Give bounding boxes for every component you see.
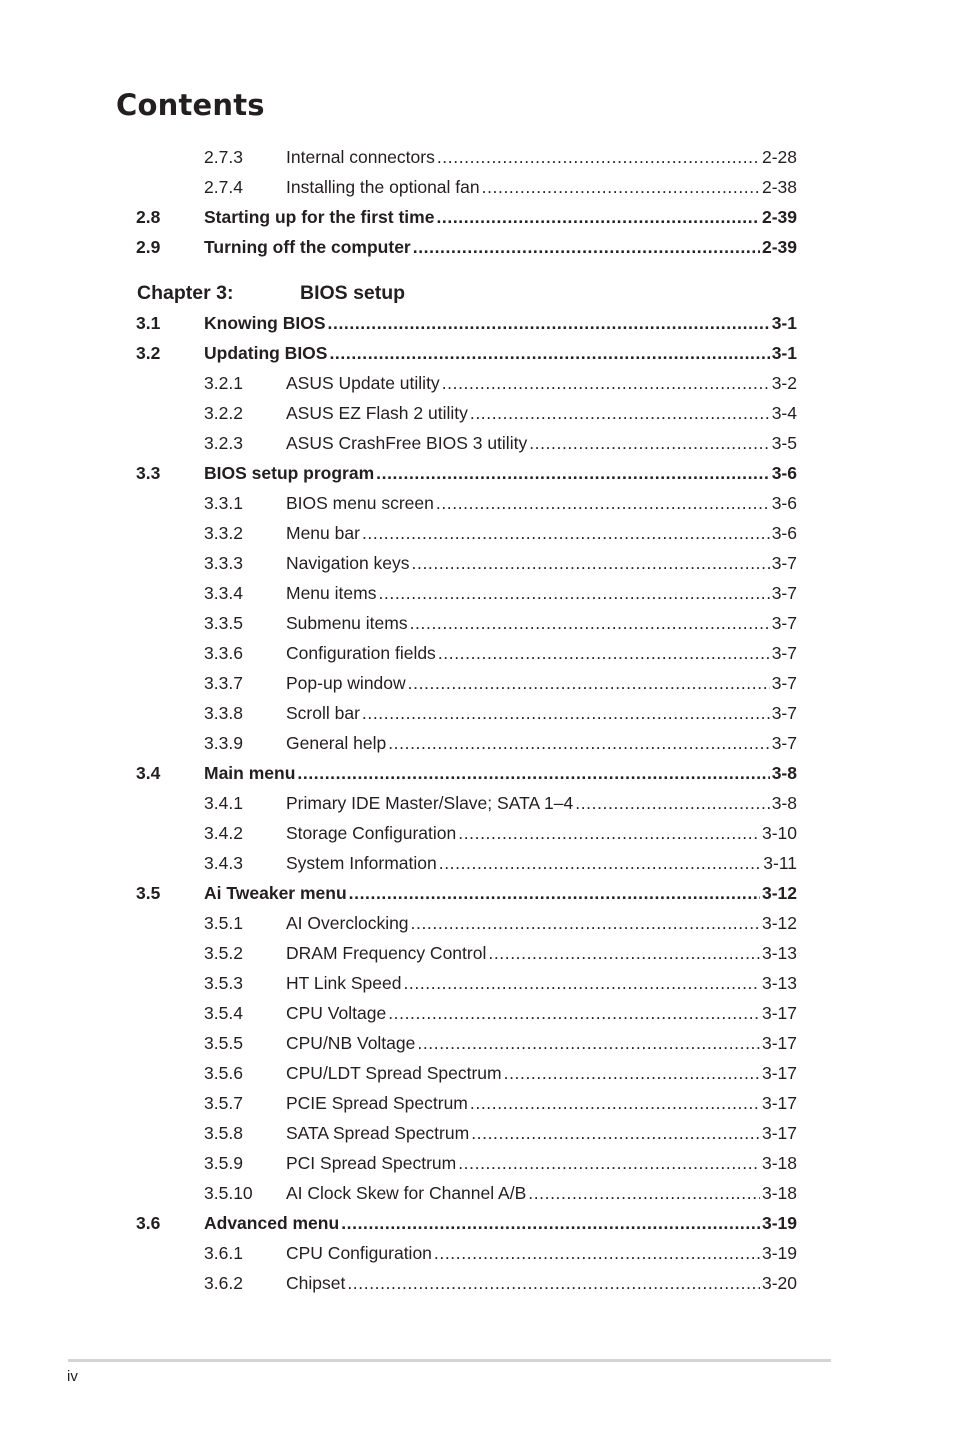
toc-leader-dots — [528, 1182, 760, 1204]
toc-entry[interactable] — [204, 176, 797, 198]
toc-entry-number: 3.5.1 — [204, 913, 243, 933]
toc-entry-number: 3.2.3 — [204, 433, 243, 453]
toc-leader-dots — [439, 852, 762, 874]
toc-entry[interactable] — [204, 912, 797, 934]
toc-entry-title: CPU Configuration — [286, 1243, 432, 1263]
toc-leader-dots — [470, 1092, 760, 1114]
toc-entry-page: 2-28 — [761, 147, 797, 167]
page-title: Contents — [116, 88, 265, 122]
toc-entry-title: Starting up for the first time — [204, 207, 435, 227]
toc-entry-page: 3-8 — [771, 793, 797, 813]
toc-entry-number: 2.7.3 — [204, 147, 243, 167]
toc-leader-dots — [529, 432, 770, 454]
toc-entry-title: AI Overclocking — [286, 913, 409, 933]
toc-entry-title: Scroll bar — [286, 703, 360, 723]
toc-leader-dots — [349, 882, 760, 904]
toc-entry[interactable] — [204, 672, 797, 694]
toc-entry[interactable] — [136, 762, 797, 784]
toc-entry[interactable] — [204, 1152, 797, 1174]
toc-entry-title: Menu items — [286, 583, 377, 603]
toc-entry-number: 3.5.10 — [204, 1183, 253, 1203]
toc-entry-page: 3-12 — [761, 913, 797, 933]
toc-entry-title: DRAM Frequency Control — [286, 943, 487, 963]
toc-entry-number: 3.5 — [136, 883, 161, 903]
toc-entry-title: CPU/NB Voltage — [286, 1033, 416, 1053]
toc-leader-dots — [482, 176, 760, 198]
toc-entry-title: ASUS EZ Flash 2 utility — [286, 403, 468, 423]
toc-entry-title: ASUS CrashFree BIOS 3 utility — [286, 433, 528, 453]
toc-entry-number: 3.3.4 — [204, 583, 243, 603]
toc-entry-title: Chipset — [286, 1273, 346, 1293]
toc-leader-dots — [376, 462, 770, 484]
toc-entry-title: HT Link Speed — [286, 973, 402, 993]
toc-entry[interactable] — [204, 372, 797, 394]
toc-entry-page: 3-17 — [761, 1123, 797, 1143]
toc-entry-page: 3-12 — [761, 883, 797, 903]
toc-entry[interactable] — [204, 492, 797, 514]
toc-entry-number: 3.1 — [136, 313, 161, 333]
toc-entry[interactable] — [204, 1092, 797, 1114]
toc-entry-page: 3-5 — [771, 433, 797, 453]
toc-entry[interactable] — [204, 552, 797, 574]
toc-entry[interactable] — [204, 402, 797, 424]
toc-entry-number: 2.9 — [136, 237, 161, 257]
toc-entry-number: 3.5.5 — [204, 1033, 243, 1053]
toc-entry-title: Storage Configuration — [286, 823, 457, 843]
toc-leader-dots — [437, 146, 760, 168]
toc-entry-title: ASUS Update utility — [286, 373, 440, 393]
toc-entry-title: PCI Spread Spectrum — [286, 1153, 457, 1173]
toc-entry[interactable] — [204, 1032, 797, 1054]
toc-leader-dots — [297, 762, 769, 784]
toc-entry[interactable] — [204, 702, 797, 724]
toc-entry[interactable] — [136, 236, 797, 258]
toc-entry-title: Main menu — [204, 763, 296, 783]
toc-entry-title: BIOS menu screen — [286, 493, 434, 513]
toc-leader-dots — [434, 1242, 760, 1264]
toc-entry-page: 3-7 — [771, 613, 797, 633]
toc-entry-number: 3.5.2 — [204, 943, 243, 963]
toc-leader-dots — [471, 1122, 760, 1144]
toc-entry-page: 3-11 — [763, 853, 797, 873]
toc-entry-title: Installing the optional fan — [286, 177, 480, 197]
toc-entry-page: 3-19 — [761, 1243, 797, 1263]
toc-entry-title: System Information — [286, 853, 437, 873]
toc-entry-number: 3.4.2 — [204, 823, 243, 843]
chapter-name: BIOS setup — [300, 282, 406, 304]
toc-leader-dots — [328, 312, 770, 334]
toc-entry[interactable] — [204, 432, 797, 454]
toc-entry[interactable] — [204, 732, 797, 754]
toc-entry-page: 3-20 — [761, 1273, 797, 1293]
toc-entry-number: 3.3.9 — [204, 733, 243, 753]
toc-entry-page: 3-7 — [771, 643, 797, 663]
toc-entry[interactable] — [136, 462, 797, 484]
toc-entry-title: Internal connectors — [286, 147, 435, 167]
toc-entry-number: 3.5.6 — [204, 1063, 243, 1083]
toc-entry-title: General help — [286, 733, 387, 753]
toc-leader-dots — [438, 642, 770, 664]
toc-leader-dots — [388, 732, 769, 754]
toc-leader-dots — [436, 492, 770, 514]
toc-entry-page: 3-13 — [761, 943, 797, 963]
toc-entry-title: Advanced menu — [204, 1213, 340, 1233]
toc-entry-page: 3-6 — [771, 493, 797, 513]
footer-divider — [68, 1359, 831, 1362]
toc-entry[interactable] — [136, 312, 797, 334]
toc-leader-dots — [413, 236, 760, 258]
toc-entry-page: 3-6 — [771, 463, 797, 483]
toc-entry[interactable] — [204, 972, 797, 994]
toc-entry-title: CPU Voltage — [286, 1003, 387, 1023]
toc-entry-page: 3-7 — [771, 583, 797, 603]
toc-entry-number: 3.2.2 — [204, 403, 243, 423]
toc-entry-title: CPU/LDT Spread Spectrum — [286, 1063, 502, 1083]
toc-entry[interactable] — [204, 612, 797, 634]
toc-entry-page: 3-1 — [771, 343, 797, 363]
toc-entry[interactable] — [136, 342, 797, 364]
toc-entry-page: 3-17 — [761, 1063, 797, 1083]
chapter-label: Chapter 3: — [137, 282, 234, 304]
toc-leader-dots — [417, 1032, 760, 1054]
toc-entry-number: 3.6.1 — [204, 1243, 243, 1263]
toc-entry-page: 2-38 — [761, 177, 797, 197]
toc-entry[interactable] — [136, 206, 797, 228]
toc-entry-number: 3.4.1 — [204, 793, 243, 813]
toc-leader-dots — [347, 1272, 760, 1294]
toc-entry[interactable] — [204, 642, 797, 664]
toc-entry-page: 2-39 — [761, 237, 797, 257]
toc-entry[interactable] — [204, 582, 797, 604]
toc-entry-page: 3-4 — [771, 403, 797, 423]
toc-leader-dots — [403, 972, 760, 994]
toc-entry-title: SATA Spread Spectrum — [286, 1123, 470, 1143]
toc-entry-page: 3-7 — [771, 553, 797, 573]
toc-leader-dots — [362, 702, 770, 724]
toc-entry[interactable] — [204, 1062, 797, 1084]
toc-entry-number: 3.3.1 — [204, 493, 243, 513]
toc-entry-page: 3-7 — [771, 733, 797, 753]
toc-entry[interactable] — [204, 792, 797, 814]
toc-entry-number: 2.8 — [136, 207, 161, 227]
toc-entry-number: 3.5.7 — [204, 1093, 243, 1113]
toc-entry-title: Pop-up window — [286, 673, 406, 693]
toc-leader-dots — [575, 792, 769, 814]
toc-leader-dots — [442, 372, 770, 394]
toc-entry-page: 3-1 — [771, 313, 797, 333]
toc-entry-title: Submenu items — [286, 613, 408, 633]
toc-entry-number: 3.4.3 — [204, 853, 243, 873]
toc-entry-page: 3-18 — [761, 1183, 797, 1203]
toc-entry-number: 3.3.6 — [204, 643, 243, 663]
toc-entry-title: AI Clock Skew for Channel A/B — [286, 1183, 527, 1203]
chapter-heading — [137, 281, 405, 305]
toc-entry-number: 3.3.8 — [204, 703, 243, 723]
toc-entry-page: 3-13 — [761, 973, 797, 993]
toc-entry-number: 3.5.4 — [204, 1003, 243, 1023]
toc-entry-page: 3-19 — [761, 1213, 797, 1233]
toc-entry-number: 3.5.8 — [204, 1123, 243, 1143]
toc-entry[interactable] — [204, 1272, 797, 1294]
toc-leader-dots — [412, 552, 770, 574]
toc-entry[interactable] — [136, 882, 797, 904]
toc-entry[interactable] — [204, 852, 797, 874]
toc-entry-title: Knowing BIOS — [204, 313, 326, 333]
toc-leader-dots — [388, 1002, 760, 1024]
toc-entry-number: 3.4 — [136, 763, 161, 783]
toc-entry-page: 3-17 — [761, 1093, 797, 1113]
toc-entry[interactable] — [204, 1002, 797, 1024]
footer-page-number: iv — [67, 1368, 78, 1385]
toc-entry-number: 3.5.3 — [204, 973, 243, 993]
toc-entry[interactable] — [204, 1122, 797, 1144]
toc-entry-number: 3.6.2 — [204, 1273, 243, 1293]
toc-entry-page: 3-7 — [771, 673, 797, 693]
toc-entry-number: 3.2 — [136, 343, 161, 363]
toc-leader-dots — [488, 942, 760, 964]
toc-entry[interactable] — [204, 146, 797, 168]
toc-entry-page: 3-8 — [771, 763, 797, 783]
toc-leader-dots — [470, 402, 770, 424]
toc-entry-page: 3-10 — [761, 823, 797, 843]
toc-entry[interactable] — [204, 822, 797, 844]
toc-entry-number: 3.2.1 — [204, 373, 243, 393]
toc-entry-number: 3.3 — [136, 463, 161, 483]
toc-leader-dots — [378, 582, 769, 604]
toc-leader-dots — [341, 1212, 760, 1234]
toc-leader-dots — [408, 672, 770, 694]
toc-entry-number: 3.3.2 — [204, 523, 243, 543]
toc-leader-dots — [329, 342, 769, 364]
toc-entry-page: 3-17 — [761, 1003, 797, 1023]
toc-entry-number: 3.6 — [136, 1213, 161, 1233]
toc-entry-number: 3.3.5 — [204, 613, 243, 633]
toc-entry-title: Ai Tweaker menu — [204, 883, 347, 903]
toc-entry-number: 3.3.3 — [204, 553, 243, 573]
toc-leader-dots — [458, 822, 760, 844]
toc-entry-page: 3-17 — [761, 1033, 797, 1053]
toc-entry-page: 2-39 — [761, 207, 797, 227]
toc-entry-page: 3-2 — [771, 373, 797, 393]
toc-entry-title: Turning off the computer — [204, 237, 411, 257]
toc-entry-title: Configuration fields — [286, 643, 436, 663]
toc-entry-title: Navigation keys — [286, 553, 410, 573]
toc-leader-dots — [362, 522, 770, 544]
toc-entry[interactable] — [204, 522, 797, 544]
toc-entry-title: BIOS setup program — [204, 463, 375, 483]
toc-entry-page: 3-6 — [771, 523, 797, 543]
toc-entry[interactable] — [204, 1242, 797, 1264]
toc-entry-page: 3-18 — [761, 1153, 797, 1173]
toc-entry-number: 3.5.9 — [204, 1153, 243, 1173]
toc-entry-number: 3.3.7 — [204, 673, 243, 693]
toc-entry[interactable] — [204, 942, 797, 964]
toc-leader-dots — [410, 612, 770, 634]
toc-entry[interactable] — [136, 1212, 797, 1234]
toc-entry-title: PCIE Spread Spectrum — [286, 1093, 468, 1113]
toc-leader-dots — [436, 206, 760, 228]
toc-leader-dots — [458, 1152, 760, 1174]
toc-leader-dots — [411, 912, 760, 934]
toc-entry[interactable] — [204, 1182, 797, 1204]
toc-entry-number: 2.7.4 — [204, 177, 243, 197]
toc-leader-dots — [504, 1062, 760, 1084]
toc-entry-title: Primary IDE Master/Slave; SATA 1–4 — [286, 793, 574, 813]
toc-entry-title: Menu bar — [286, 523, 360, 543]
toc-entry-page: 3-7 — [771, 703, 797, 723]
toc-entry-title: Updating BIOS — [204, 343, 328, 363]
